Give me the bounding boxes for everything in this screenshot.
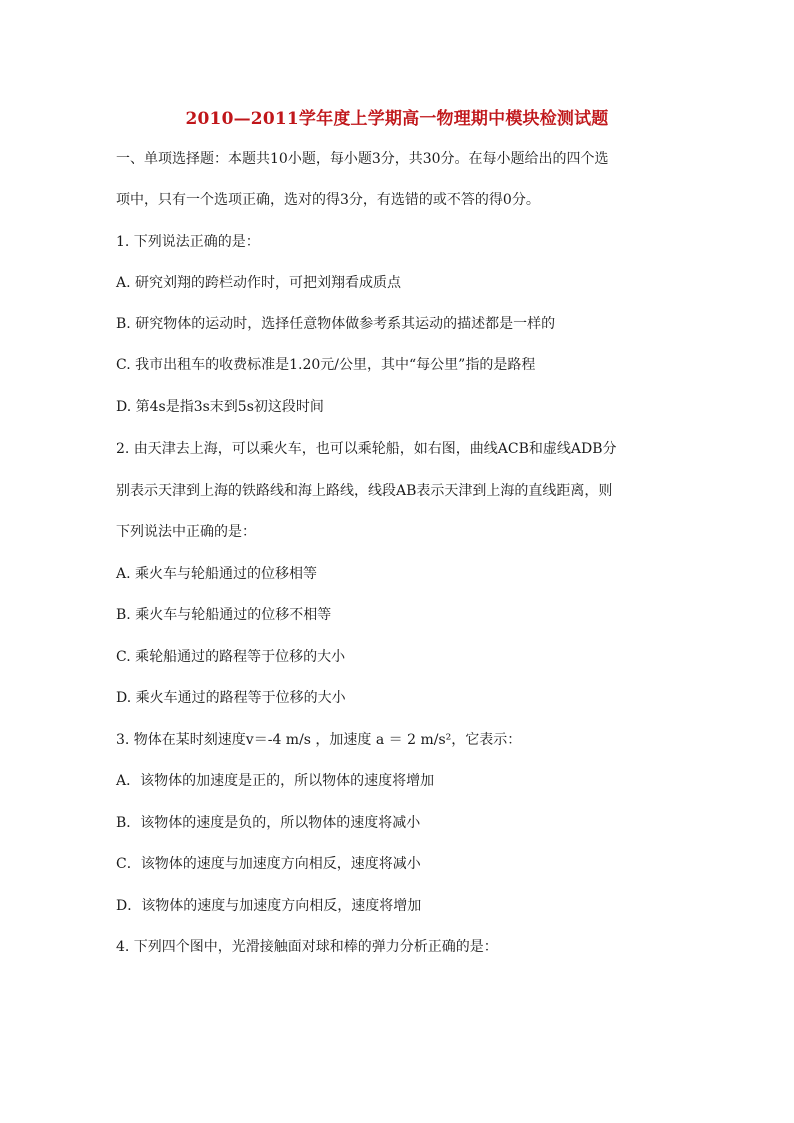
question-1-option-d: D. 第4s是指3s末到5s初这段时间	[116, 399, 324, 415]
question-2-option-b: B. 乘火车与轮船通过的位移不相等	[116, 607, 332, 623]
question-1-option-c: C. 我市出租车的收费标准是1.20元/公里，其中“每公里”指的是路程	[116, 357, 536, 373]
question-3-stem: 3. 物体在某时刻速度v＝-4 m/s ，加速度 a ＝ 2 m/s²，它表示：	[116, 732, 522, 748]
section-heading-line-1: 一、单项选择题：本题共10小题，每小题3分，共30分。在每小题给出的四个选	[116, 151, 609, 167]
question-3-option-b: B．该物体的速度是负的，所以物体的速度将减小	[116, 815, 421, 831]
question-2-stem-line-3: 下列说法中正确的是：	[116, 524, 256, 540]
question-2-stem-line-2: 别表示天津到上海的铁路线和海上路线，线段AB表示天津到上海的直线距离，则	[116, 483, 613, 499]
question-3-option-a: A．该物体的加速度是正的，所以物体的速度将增加	[116, 773, 435, 789]
question-2-option-c: C. 乘轮船通过的路程等于位移的大小	[116, 649, 346, 665]
question-1-option-b: B. 研究物体的运动时，选择任意物体做参考系其运动的描述都是一样的	[116, 316, 556, 332]
question-1-option-a: A. 研究刘翔的跨栏动作时，可把刘翔看成质点	[116, 275, 402, 291]
section-heading-line-2: 项中，只有一个选项正确，选对的得3分，有选错的或不答的得0分。	[116, 192, 540, 208]
question-3-option-c: C．该物体的速度与加速度方向相反，速度将减小	[116, 856, 421, 872]
question-2-option-d: D. 乘火车通过的路程等于位移的大小	[116, 690, 346, 706]
question-2-stem-line-1: 2. 由天津去上海，可以乘火车，也可以乘轮船，如右图，曲线ACB和虚线ADB分	[116, 441, 617, 457]
page-title: 2010—2011学年度上学期高一物理期中模块检测试题	[185, 109, 609, 129]
question-4-stem: 4. 下列四个图中，光滑接触面对球和棒的弹力分析正确的是：	[116, 939, 498, 955]
question-1-stem: 1. 下列说法正确的是：	[116, 234, 260, 250]
question-3-option-d: D．该物体的速度与加速度方向相反，速度将增加	[116, 898, 422, 914]
question-2-option-a: A. 乘火车与轮船通过的位移相等	[116, 566, 318, 582]
